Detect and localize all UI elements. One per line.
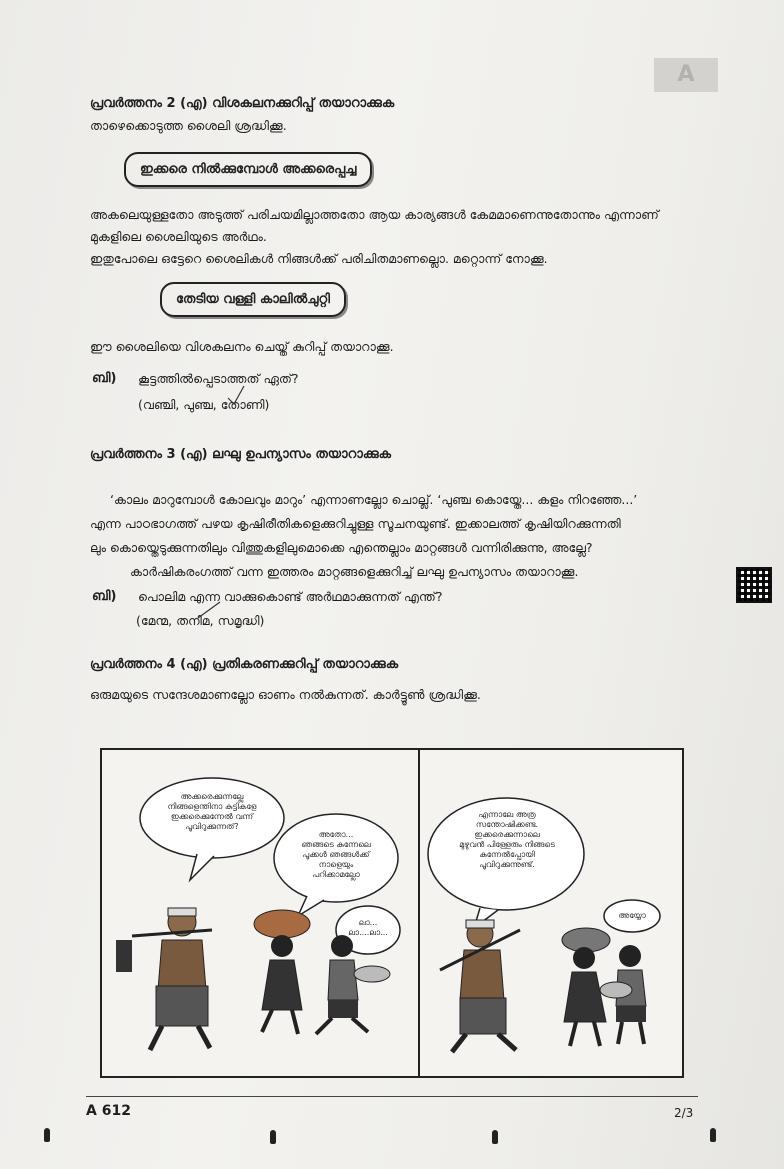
binding-hole-mark <box>270 1130 276 1144</box>
activity3-b-options: (മേന്മ, തനിമ, സമൃദ്ധി) <box>136 613 265 628</box>
onam-cartoon <box>100 748 684 1078</box>
activity2-b-question: കൂട്ടത്തിൽപ്പെടാത്തത് ഏത്? <box>138 371 299 386</box>
activity2-explain-line2: മുകളിലെ ശൈലിയുടെ അർഥം. <box>90 229 267 244</box>
activity3-para-line4: കാർഷികരംഗത്ത് വന്ന ഇത്തരം മാറ്റങ്ങളെക്കുറിച്ച് ലഘു ഉപന്യാസം തയാറാക്കൂ. <box>130 564 579 579</box>
background-mark: A <box>654 58 718 92</box>
panel2-speech-boy: അയ്യോ <box>618 911 646 920</box>
pen-tick-mark <box>226 384 246 406</box>
binding-hole-mark <box>44 1128 50 1142</box>
activity3-para-line2: എന്ന പാഠഭാഗത്ത് പഴയ കൃഷിരീതികളെക്കുറിച്ചുള്ള സൂചനയുണ്ട്. ഇക്കാലത്ത് കൃഷിയിറക്കുന്നതി <box>90 516 621 531</box>
pen-slash-mark <box>196 600 222 620</box>
activity2-heading: പ്രവർത്തനം 2 (എ) വിശകലനക്കുറിപ്പ് തയാറാക്കുക <box>90 96 395 111</box>
activity2-task: ഈ ശൈലിയെ വിശകലനം ചെയ്ത് കുറിപ്പ് തയാറാക്കൂ. <box>90 339 394 354</box>
activity2-b-options: (വഞ്ചി, പുഞ്ച, തോണി) <box>138 397 270 412</box>
activity2-explain-line1: അകലെയുള്ളതോ അടുത്ത് പരിചയമില്ലാത്തതോ ആയ കാര്യങ്ങൾ കേമമാണെന്നുതോന്നും എന്നാണ് <box>90 207 659 222</box>
activity3-b-question: പൊലിമ എന്ന വാക്കുകൊണ്ട് അർഥമാക്കുന്നത് എന്ത്? <box>138 589 443 604</box>
activity3-b-label: ബി) <box>92 589 117 604</box>
idiom-box-1: ഇക്കരെ നിൽക്കുമ്പോൾ അക്കരെപ്പച്ച <box>124 152 372 187</box>
activity3-para-line1: ‘കാലം മാറുമ്പോൾ കോലവും മാറും’ എന്നാണല്ലോ ചൊല്ല്. ‘പുഞ്ച കൊയ്തേ... കളം നിറഞ്ഞേ...’ <box>110 492 638 507</box>
activity2-b-label: ബി) <box>92 371 117 386</box>
panel1-speech-girl: അതോ... ഞങ്ങടെ കുന്നേലെ പൂക്കൾ ഞങ്ങൾക്ക് നാളെയും പറിക്കാമല്ലോ <box>301 830 371 879</box>
bleed-through-text <box>524 68 724 108</box>
footer-page-number: 2/3 <box>674 1106 694 1120</box>
activity3-para-line3: ലും കൊയ്തെടുക്കുന്നതിലും വിത്തുകളിലുമൊക്കെ എന്തെല്ലാം മാറ്റങ്ങൾ വന്നിരിക്കുന്നു, അല്ലേ? <box>90 540 593 555</box>
qr-code <box>736 567 772 603</box>
panel1-speech-farmer: അക്കരെക്കുന്നല്ലേ നിങ്ങളെന്തിനാ കുട്ടികളേ ഇക്കരെക്കുന്നേൽ വന്ന് പൂവിറുക്കുന്നത്? <box>167 792 257 831</box>
binding-hole-mark <box>492 1130 498 1144</box>
activity2-intro: താഴെക്കൊടുത്ത ശൈലി ശ്രദ്ധിക്കൂ. <box>90 118 287 133</box>
activity4-intro: ഒരുമയുടെ സന്ദേശമാണല്ലോ ഓണം നൽകുന്നത്. കാർട്ടൂൺ ശ്രദ്ധിക്കൂ. <box>90 687 481 702</box>
binding-hole-mark <box>710 1128 716 1142</box>
footer-code: A 612 <box>86 1103 131 1119</box>
panel2-speech-farmer: എന്നാലേ അത്ര സന്തോഷിക്കണ്ട. ഇക്കരെക്കുന്നാലെ മുഴുവൻ പിള്ളേരും നിങ്ങടെ കുന്നേൽപ്പോയി പൂവിറുക്കുന്നുണ്ട്. <box>459 810 555 869</box>
activity2-explain-line3: ഇതുപോലെ ഒട്ടേറെ ശൈലികൾ നിങ്ങൾക്ക് പരിചിതമാണല്ലൊ. മറ്റൊന്ന് നോക്കൂ. <box>90 251 548 266</box>
activity3-heading: പ്രവർത്തനം 3 (എ) ലഘു ഉപന്യാസം തയാറാക്കുക <box>90 447 392 462</box>
panel1-speech-boy: ലാ... ലാ....ലാ... <box>348 918 388 937</box>
activity4-heading: പ്രവർത്തനം 4 (എ) പ്രതികരണക്കുറിപ്പ് തയാറാക്കുക <box>90 657 399 672</box>
footer-rule <box>86 1096 698 1097</box>
idiom-box-2: തേടിയ വള്ളി കാലിൽചുറ്റി <box>160 282 346 317</box>
